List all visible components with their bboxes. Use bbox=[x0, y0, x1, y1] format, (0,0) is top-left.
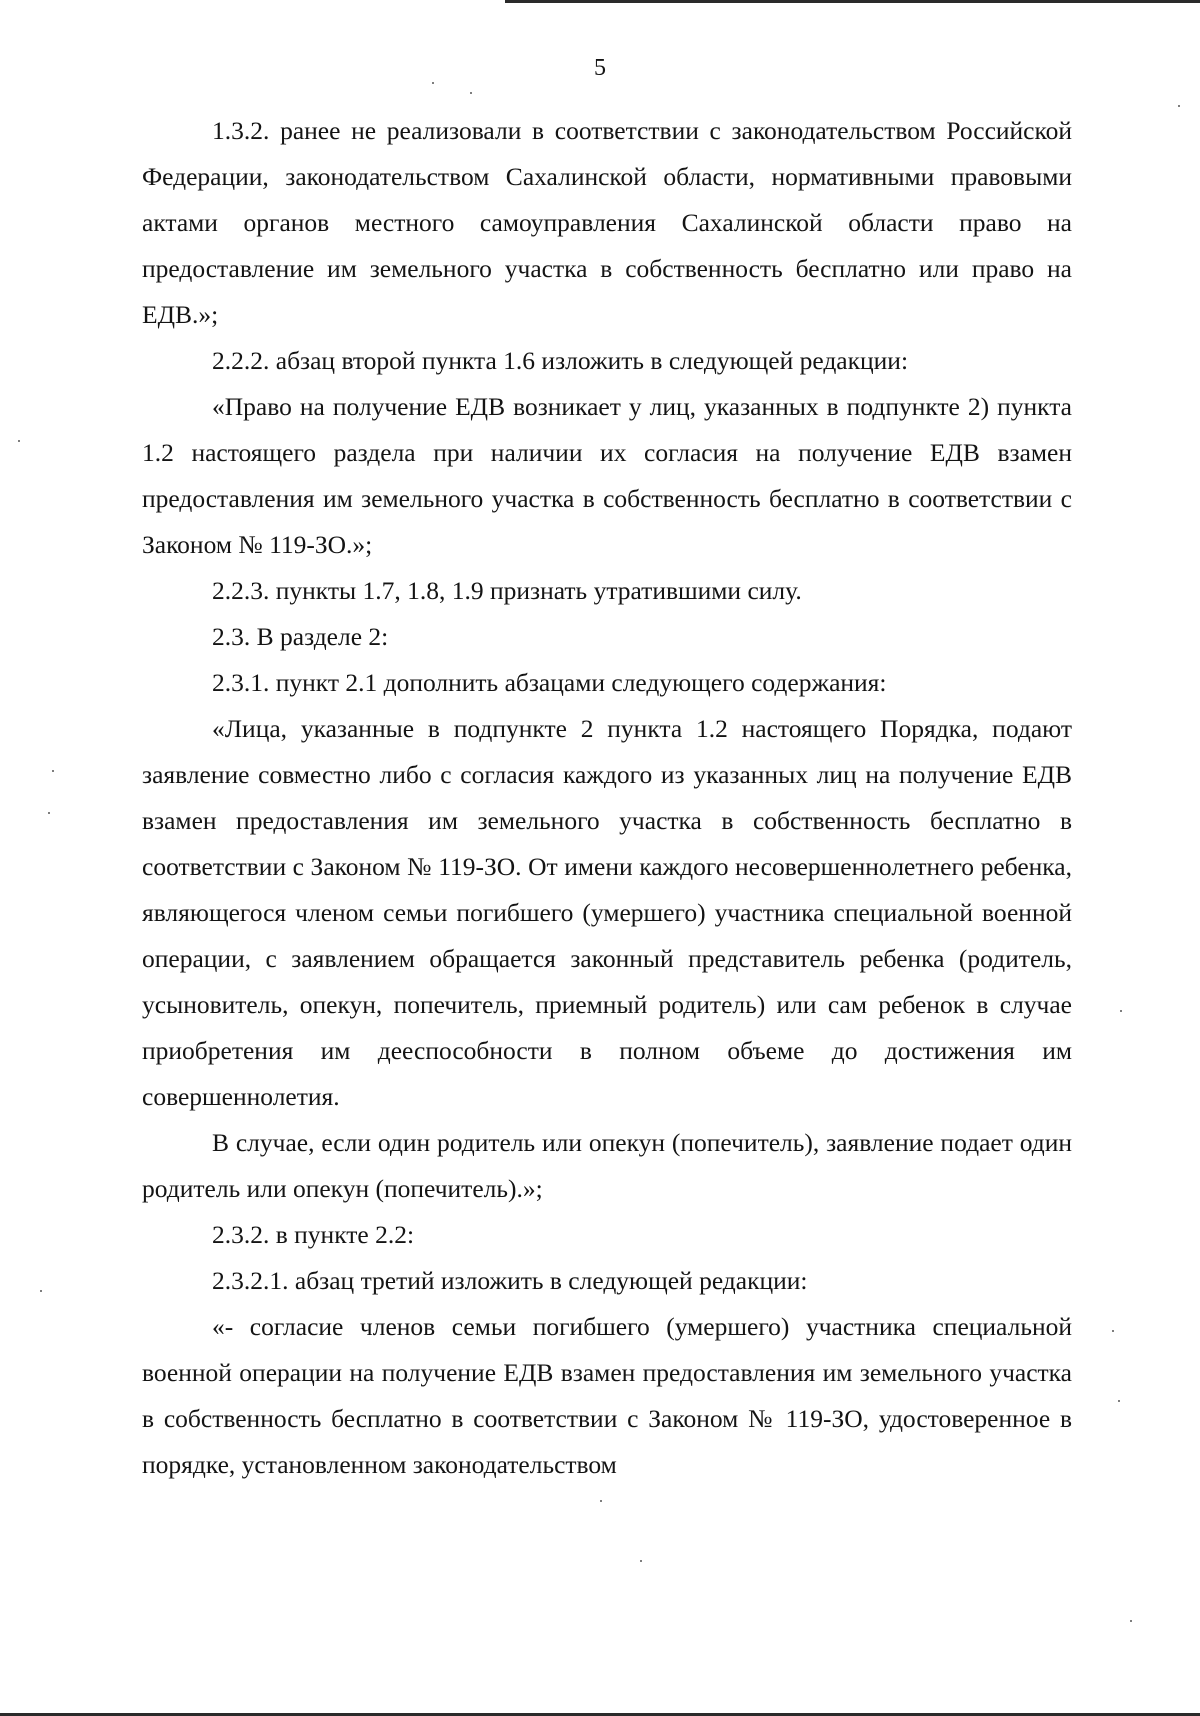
paragraph-2-3-2: 2.3.2. в пункте 2.2: bbox=[212, 1220, 415, 1249]
paragraph-one-parent: В случае, если один родитель или опекун (попечитель), заявление подает один родитель или опекун (попечитель).»; bbox=[142, 1128, 1072, 1203]
document-body bbox=[142, 108, 1072, 1488]
paragraph-2-2-2: 2.2.2. абзац второй пункта 1.6 изложить в следующей редакции: bbox=[212, 346, 909, 375]
paragraph-quote-2-1: «Лица, указанные в подпункте 2 пункта 1.2 настоящего Порядка, подают заявление совместно либо с согласия каждого из указанных лиц на получение ЕДВ взамен предоставления им земельного участка в собственность бесплатно в соответствии с Законом № 119-ЗО. От имени каждого несовершеннолетнего ребенка, являющегося членом семьи погибшего (умершего) участника специальной военной операции, с заявлением обращается законный представитель ребенка (родитель, усыновитель, опекун, попечитель, приемный родитель) или сам ребенок в случае приобретения им дееспособности в полном объеме до достижения им совершеннолетия. bbox=[142, 714, 1072, 1111]
paragraph-2-3-2-1: 2.3.2.1. абзац третий изложить в следующей редакции: bbox=[212, 1266, 808, 1295]
paragraph-2-3: 2.3. В разделе 2: bbox=[212, 622, 389, 651]
paragraph-quote-1-6: «Право на получение ЕДВ возникает у лиц, указанных в подпункте 2) пункта 1.2 настоящего раздела при наличии их согласия на получение ЕДВ взамен предоставления им земельного участка в собственность бесплатно в соответствии с Законом № 119-ЗО.»; bbox=[142, 392, 1072, 559]
page-number: 5 bbox=[594, 55, 606, 81]
paragraph-1-3-2: 1.3.2. ранее не реализовали в соответствии с законодательством Российской Федерации, законодательством Сахалинской области, нормативными правовыми актами органов местного самоуправления Сахалинской области право на предоставление им земельного участка в собственность бесплатно или право на ЕДВ.»; bbox=[142, 116, 1072, 329]
paragraph-2-3-1: 2.3.1. пункт 2.1 дополнить абзацами следующего содержания: bbox=[212, 668, 887, 697]
paragraph-quote-consent: «- согласие членов семьи погибшего (умершего) участника специальной военной операции на получение ЕДВ взамен предоставления им земельного участка в собственность бесплатно в соответствии с Законом № 119-ЗО, удостоверенное в порядке, установленном законодательством bbox=[142, 1312, 1072, 1479]
paragraph-2-2-3: 2.2.3. пункты 1.7, 1.8, 1.9 признать утратившими силу. bbox=[212, 576, 802, 605]
scan-top-edge bbox=[505, 0, 1200, 3]
